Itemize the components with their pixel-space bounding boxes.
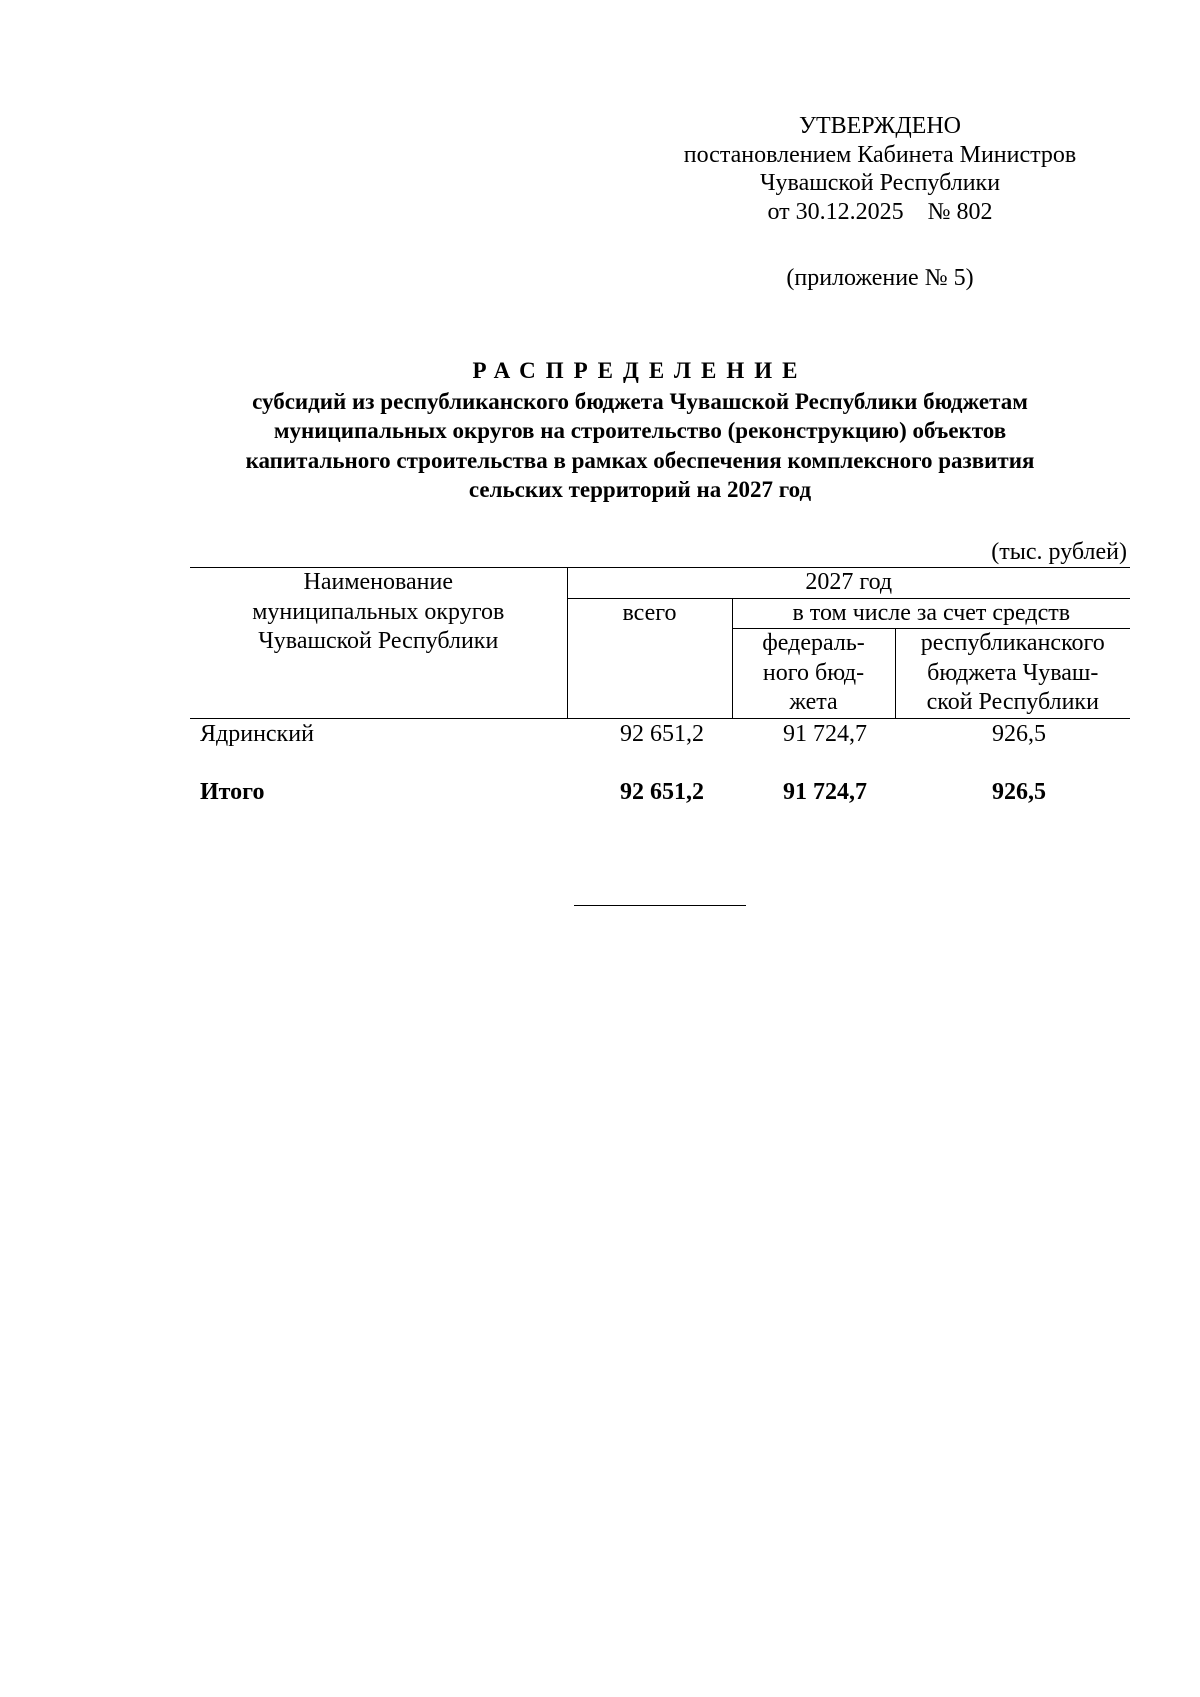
header-line: ного бюд- xyxy=(762,659,865,686)
document-title xyxy=(160,356,1120,505)
title-line: муниципальных округов на строительство (реконструкцию) объектов xyxy=(273,418,1007,443)
appendix-number: (приложение № 5) xyxy=(786,265,974,291)
header-line: жета xyxy=(789,689,838,715)
title-line: сельских территорий на 2027 год xyxy=(468,477,812,502)
cell-republic: 926,5 xyxy=(992,720,1047,747)
header-line: бюджета Чуваш- xyxy=(927,659,1099,686)
approval-title: УТВЕРЖДЕНО xyxy=(798,113,962,139)
cell-name: Ядринский xyxy=(200,720,314,747)
column-header-name xyxy=(190,568,567,719)
end-separator-line xyxy=(574,905,746,906)
cell-federal: 91 724,7 xyxy=(783,720,867,747)
header-line: ской Республики xyxy=(926,689,1099,715)
title-line: капитального строительства в рамках обеспечения комплексного развития xyxy=(245,447,1035,473)
column-header-including: в том числе за счет средств xyxy=(732,598,1130,629)
units-label: (тыс. рублей) xyxy=(991,539,1127,565)
cell-total: 92 651,2 xyxy=(620,720,704,747)
table-total-row xyxy=(190,777,1130,807)
cell-total-republic: 926,5 xyxy=(992,778,1047,805)
cell-total-label: Итого xyxy=(200,778,265,805)
table-row xyxy=(190,718,1130,777)
column-header-total: всего xyxy=(567,598,732,718)
header-line: федераль- xyxy=(762,630,865,656)
column-header-federal xyxy=(732,629,895,719)
header-line: муниципальных округов xyxy=(252,598,505,625)
cell-total-sum: 92 651,2 xyxy=(620,778,704,805)
title-line: субсидий из республиканского бюджета Чувашской Республики бюджетам xyxy=(252,388,1028,414)
column-header-year: 2027 год xyxy=(567,568,1130,599)
approval-date-number: от 30.12.2025 № 802 xyxy=(767,198,993,225)
approval-stamp xyxy=(640,112,1120,226)
header-line: Наименование xyxy=(303,569,454,595)
approval-authority: постановлением Кабинета Министров xyxy=(683,141,1077,168)
subsidy-table xyxy=(190,567,1130,807)
header-line: республиканского xyxy=(920,630,1105,656)
approval-republic: Чувашской Республики xyxy=(759,170,1001,196)
title-heading: РАСПРЕДЕЛЕНИЕ xyxy=(472,358,808,383)
header-line: Чувашской Республики xyxy=(258,628,499,654)
column-header-republic xyxy=(895,629,1130,719)
cell-total-federal: 91 724,7 xyxy=(783,778,867,805)
